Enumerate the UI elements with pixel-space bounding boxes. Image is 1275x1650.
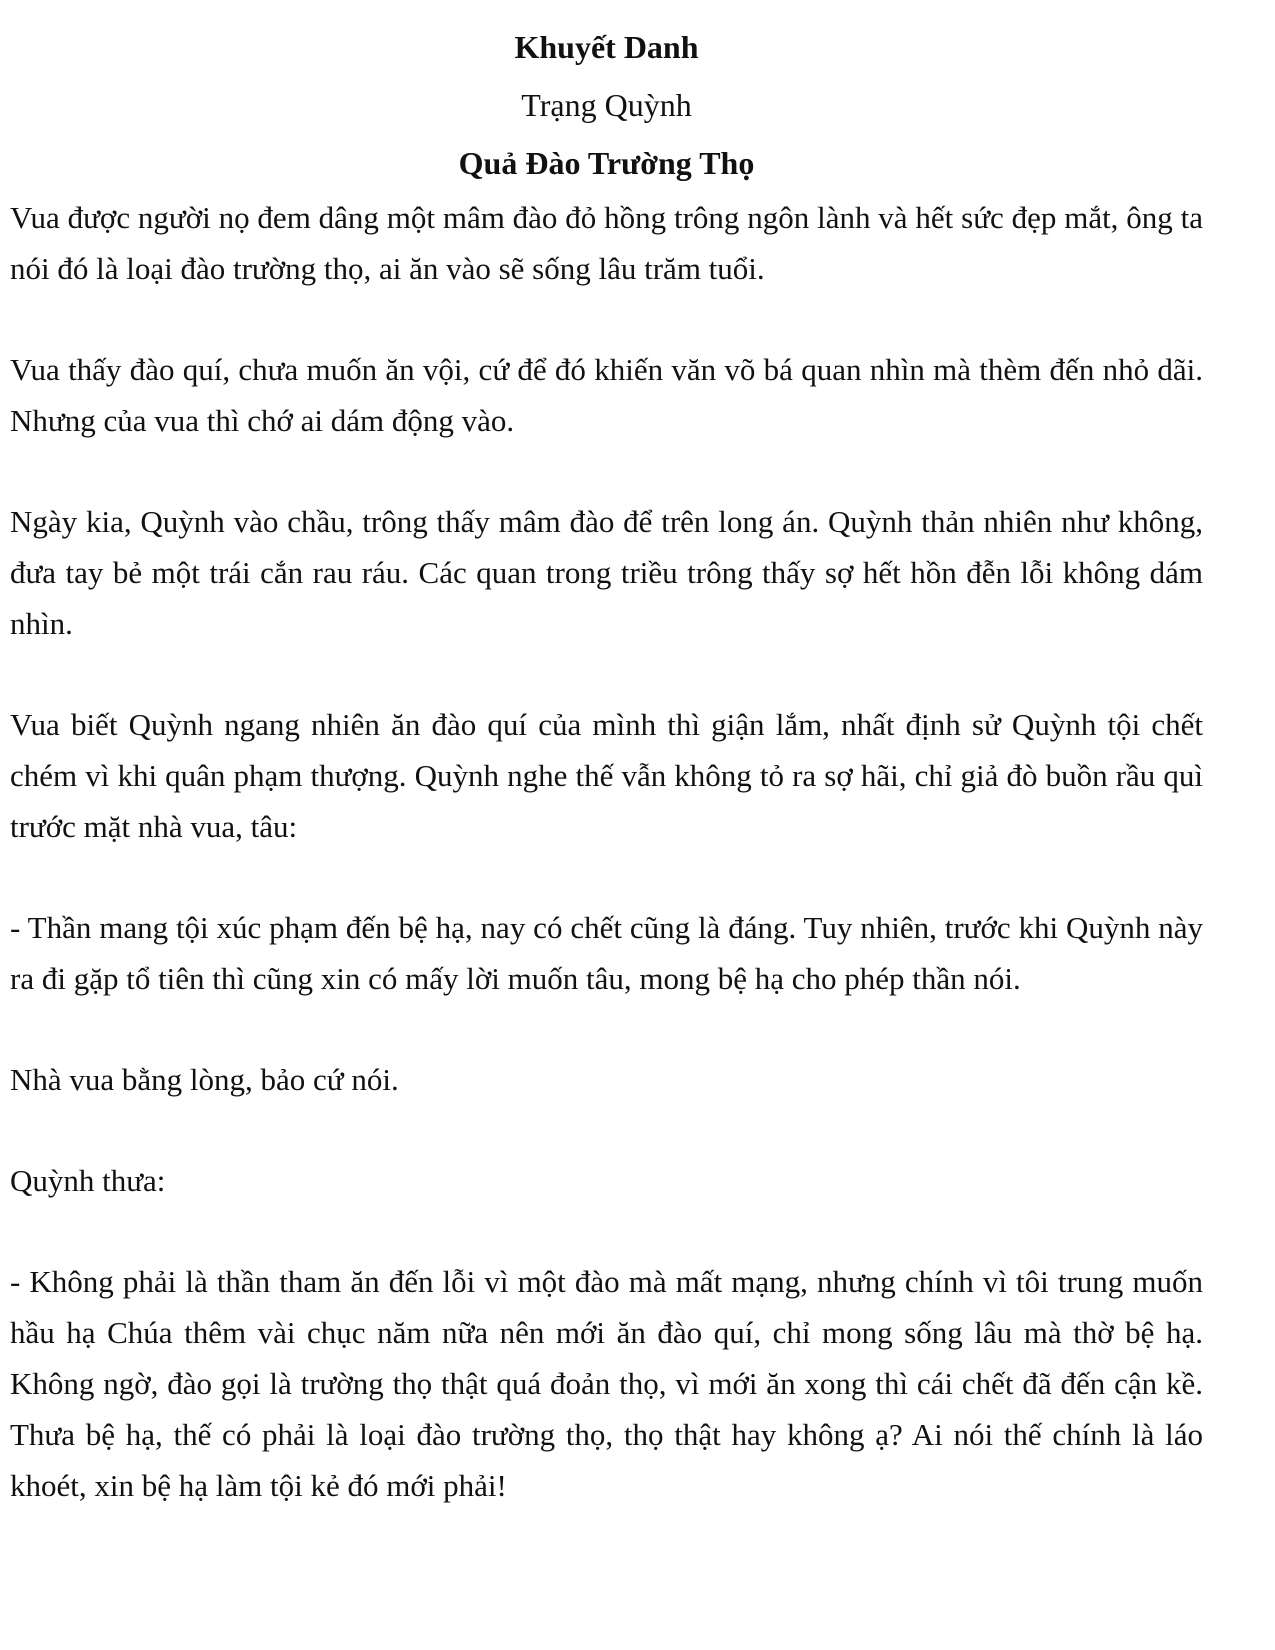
paragraph: Vua được người nọ đem dâng một mâm đào đỏ hồng trông ngôn lành và hết sức đẹp mắt, ông ta nói đó là loại đào trường thọ, ai ăn vào sẽ sống lâu trăm tuổi. — [10, 200, 1203, 286]
collection-heading: Trạng Quỳnh — [521, 87, 692, 123]
paragraph: Nhà vua bằng lòng, bảo cứ nói. — [10, 1062, 399, 1097]
story-title: Quả Đào Trường Thọ — [458, 145, 755, 181]
paragraph: Ngày kia, Quỳnh vào chầu, trông thấy mâm đào để trên long án. Quỳnh thản nhiên như không, đưa tay bẻ một trái cắn rau ráu. Các quan trong triều trông thấy sợ hết hồn đễn lỗi không dám nhìn. — [10, 504, 1203, 641]
document-page — [10, 18, 1203, 1511]
paragraph: Vua thấy đào quí, chưa muốn ăn vội, cứ để đó khiến văn võ bá quan nhìn mà thèm đến nhỏ dãi. Nhưng của vua thì chớ ai dám động vào. — [10, 352, 1203, 438]
paragraph: - Không phải là thần tham ăn đến lỗi vì một đào mà mất mạng, nhưng chính vì tôi trung muốn hầu hạ Chúa thêm vài chục năm nữa nên mới ăn đào quí, chỉ mong sống lâu mà thờ bệ hạ. Không ngờ, đào gọi là trường thọ thật quá đoản thọ, vì mới ăn xong thì cái chết đã đến cận kề. Thưa bệ hạ, thế có phải là loại đào trường thọ, thọ thật hay không ạ? Ai nói thế chính là láo khoét, xin bệ hạ làm tội kẻ đó mới phải! — [10, 1264, 1203, 1503]
story-body — [10, 192, 1203, 1511]
paragraph: Vua biết Quỳnh ngang nhiên ăn đào quí của mình thì giận lắm, nhất định sử Quỳnh tội chết chém vì khi quân phạm thượng. Quỳnh nghe thế vẫn không tỏ ra sợ hãi, chỉ giả đò buồn rầu quì trước mặt nhà vua, tâu: — [10, 707, 1203, 844]
author-heading: Khuyết Danh — [514, 29, 699, 65]
paragraph: Quỳnh thưa: — [10, 1163, 166, 1198]
paragraph: - Thần mang tội xúc phạm đến bệ hạ, nay có chết cũng là đáng. Tuy nhiên, trước khi Quỳnh này ra đi gặp tổ tiên thì cũng xin có mấy lời muốn tâu, mong bệ hạ cho phép thần nói. — [10, 910, 1203, 996]
